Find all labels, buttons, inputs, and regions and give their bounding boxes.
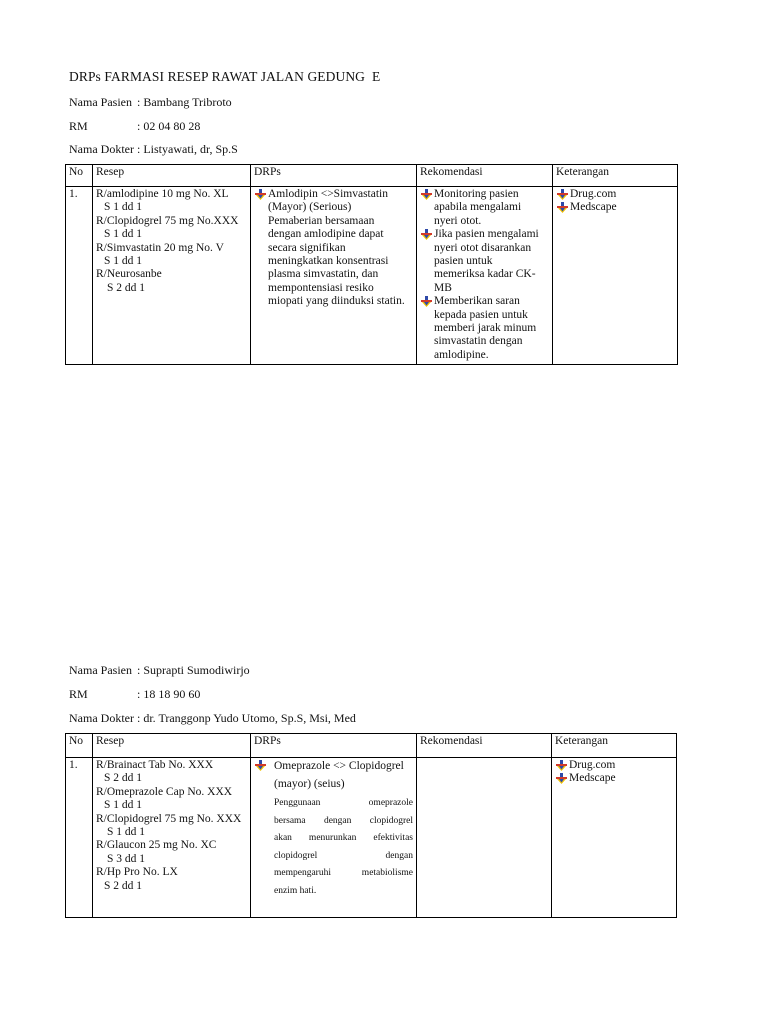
- list-item: [420, 228, 549, 295]
- header-rekomendasi: Rekomendasi: [417, 165, 553, 187]
- down-arrow-bullet-icon: [421, 229, 432, 240]
- header-no: No: [66, 734, 93, 758]
- rm-value: : 02 04 80 28: [137, 119, 201, 133]
- rekomendasi-line: kepada pasien untuk: [434, 308, 528, 321]
- keterangan-list: [556, 188, 674, 215]
- cell-resep: [93, 758, 251, 918]
- rekomendasi-list: [420, 188, 549, 362]
- drps-line: meningkatkan konsentrasi: [268, 255, 389, 268]
- patient-name-line: [69, 663, 250, 678]
- reference-drug-com: Drug.com: [569, 759, 616, 771]
- rm-label: RM: [69, 119, 88, 133]
- list-item: [556, 188, 674, 201]
- drps-line: (Mayor) (Serious): [268, 201, 352, 214]
- patient-name-label: Nama Pasien: [69, 663, 132, 677]
- drps-body-line: enzim hati.: [274, 885, 317, 896]
- cell-rekomendasi: [417, 187, 553, 365]
- drps-line: secara signifikan: [268, 241, 346, 254]
- reference-medscape: Medscape: [569, 772, 616, 785]
- drps-line: Pemaberian bersamaan: [268, 214, 375, 227]
- list-item: [555, 759, 673, 772]
- down-arrow-bullet-icon: [255, 760, 266, 771]
- rekomendasi-line: Memberikan saran: [434, 295, 520, 308]
- header-resep: Resep: [93, 165, 251, 187]
- drps-body-line: clopidogrel dengan: [274, 850, 413, 861]
- table-header-row: [66, 165, 678, 187]
- drp-table-2: [65, 733, 677, 918]
- down-arrow-bullet-icon: [557, 189, 568, 200]
- table-header-row: [66, 734, 677, 758]
- header-rekomendasi: Rekomendasi: [417, 734, 552, 758]
- resep-line: R/Omeprazole Cap No. XXX: [96, 785, 233, 798]
- list-item: [420, 188, 549, 228]
- header-keterangan: Keterangan: [553, 165, 678, 187]
- down-arrow-bullet-icon: [557, 202, 568, 213]
- cell-rekomendasi: [417, 758, 552, 918]
- table-row: [66, 758, 677, 918]
- patient-name-label: Nama Pasien: [69, 95, 132, 109]
- list-item: [555, 772, 673, 785]
- page-title: DRPs FARMASI RESEP RAWAT JALAN GEDUNG E: [69, 69, 381, 84]
- doctor-name-label: Nama Dokter: [69, 142, 134, 156]
- drps-head-line: (mayor) (seius): [274, 778, 345, 790]
- rekomendasi-line: Jika pasien mengalami: [434, 228, 539, 241]
- drps-list: [254, 759, 413, 900]
- list-item: [254, 759, 413, 900]
- rekomendasi-line: nyeri otot disarankan: [434, 241, 532, 254]
- drps-line: miopati yang diinduksi statin.: [268, 295, 405, 308]
- cell-no: 1.: [66, 758, 93, 918]
- drps-body-line: akan menurunkan efektivitas: [274, 833, 413, 843]
- patient-name-line: [69, 95, 232, 110]
- table-row: [66, 187, 678, 365]
- down-arrow-bullet-icon: [421, 296, 432, 307]
- header-resep: Resep: [93, 734, 251, 758]
- rekomendasi-line: MB: [434, 281, 452, 294]
- resep-dose: S 2 dd 1: [104, 772, 143, 785]
- drps-list: [254, 188, 413, 309]
- reference-drug-com: Drug.com: [570, 188, 617, 200]
- cell-keterangan: [552, 758, 677, 918]
- resep-dose: S 2 dd 1: [104, 879, 143, 892]
- resep-line: R/amlodipine 10 mg No. XL: [96, 188, 229, 200]
- list-item: [556, 201, 674, 214]
- header-no: No: [66, 165, 93, 187]
- rm-label: RM: [69, 687, 88, 701]
- resep-line: R/Clopidogrel 75 mg No. XXX: [96, 812, 242, 825]
- rekomendasi-line: pasien untuk: [434, 255, 493, 268]
- rekomendasi-line: apabila mengalami: [434, 201, 522, 214]
- patient-name-value: : Bambang Tribroto: [137, 95, 232, 109]
- doctor-name-label: Nama Dokter: [69, 711, 134, 725]
- resep-line: R/Clopidogrel 75 mg No.XXX: [96, 214, 239, 227]
- list-item: [254, 188, 413, 309]
- cell-drps: [251, 187, 417, 365]
- down-arrow-bullet-icon: [556, 773, 567, 784]
- drps-line: Amlodipin <>Simvastatin: [268, 188, 388, 200]
- drps-body-line: Penggunaan omeprazole: [274, 798, 413, 808]
- rekomendasi-line: amlodipine.: [434, 348, 489, 361]
- resep-line: R/Simvastatin 20 mg No. V: [96, 241, 224, 254]
- patient-name-value: : Suprapti Sumodiwirjo: [137, 663, 250, 677]
- cell-keterangan: [553, 187, 678, 365]
- drps-line: mempontensiasi resiko: [268, 281, 374, 294]
- drps-line: dengan amlodipine dapat: [268, 228, 384, 241]
- list-item: [420, 295, 549, 362]
- down-arrow-bullet-icon: [255, 189, 266, 200]
- resep-line: R/Brainact Tab No. XXX: [96, 759, 214, 771]
- cell-drps: [251, 758, 417, 918]
- header-keterangan: Keterangan: [552, 734, 677, 758]
- rekomendasi-line: Monitoring pasien: [434, 188, 519, 200]
- rm-value: : 18 18 90 60: [137, 687, 201, 701]
- doctor-name-value: : dr. Tranggonp Yudo Utomo, Sp.S, Msi, Med: [137, 711, 356, 725]
- drps-line: plasma simvastatin, dan: [268, 268, 379, 281]
- resep-dose: S 1 dd 1: [104, 255, 143, 268]
- keterangan-list: [555, 759, 673, 786]
- drps-body-line: mempengaruhi metabiolisme: [274, 868, 413, 878]
- header-drps: DRPs: [251, 165, 417, 187]
- resep-line: R/Glaucon 25 mg No. XC: [96, 839, 217, 852]
- down-arrow-bullet-icon: [556, 760, 567, 771]
- rm-line: [69, 119, 200, 134]
- drps-head-line: Omeprazole <> Clopidogrel: [274, 760, 404, 772]
- header-drps: DRPs: [251, 734, 417, 758]
- resep-dose: S 1 dd 1: [104, 228, 143, 241]
- down-arrow-bullet-icon: [421, 189, 432, 200]
- doctor-name-line: [69, 142, 238, 157]
- resep-dose: S 1 dd 1: [104, 201, 143, 214]
- resep-dose: S 2 dd 1: [107, 281, 146, 294]
- rekomendasi-line: memeriksa kadar CK-: [434, 268, 536, 281]
- cell-no: 1.: [66, 187, 93, 365]
- resep-dose: S 1 dd 1: [107, 826, 146, 839]
- resep-line: R/Neurosanbe: [96, 268, 162, 281]
- cell-resep: [93, 187, 251, 365]
- resep-dose: S 1 dd 1: [104, 799, 143, 812]
- rekomendasi-line: memberi jarak minum: [434, 322, 537, 335]
- rekomendasi-line: simvastatin dengan: [434, 335, 523, 348]
- rm-line: [69, 687, 200, 702]
- drp-table-1: [65, 164, 678, 365]
- doctor-name-line: [69, 711, 356, 726]
- resep-line: R/Hp Pro No. LX: [96, 866, 178, 879]
- reference-medscape: Medscape: [570, 201, 617, 214]
- resep-dose: S 3 dd 1: [107, 852, 146, 865]
- doctor-name-value: : Listyawati, dr, Sp.S: [137, 142, 238, 156]
- rekomendasi-line: nyeri otot.: [434, 214, 482, 227]
- drps-body-line: bersama dengan clopidogrel: [274, 815, 413, 826]
